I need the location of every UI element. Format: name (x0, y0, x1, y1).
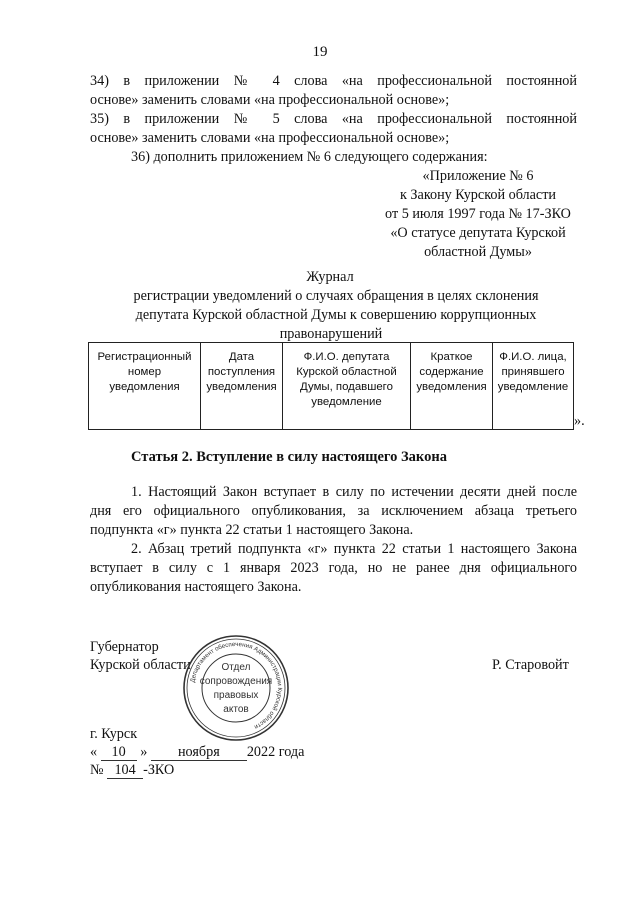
footer-number-value: 104 (107, 763, 143, 779)
paragraph-35-line-1: 35) в приложении № 5 слова «на профессиональной постоянной (90, 111, 577, 127)
article-para2-line-3: опубликования настоящего Закона. (90, 579, 302, 595)
column-header-receipt-date: Дата поступления уведомления (201, 343, 283, 430)
stamp-line-3: правовых (213, 690, 259, 701)
signature-position-line-1: Губернатор (90, 639, 159, 655)
footer-number (90, 761, 174, 779)
footer-date-close-quote: » (140, 744, 148, 760)
stamp-ring-text: Департамент обеспечения Администрации Курской области (189, 640, 284, 731)
article-para2-line-1: 2. Абзац третий подпункта «г» пункта 22 статьи 1 настоящего Закона (131, 541, 577, 557)
stamp-line-2: сопровождения (199, 676, 273, 687)
journal-subtitle-line-2: депутата Курской областной Думы к совершению коррупционных (135, 307, 537, 323)
stamp-line-4: актов (223, 704, 249, 715)
footer-number-prefix: № (90, 762, 104, 778)
appendix-header-line-1: «Приложение № 6 (422, 168, 534, 184)
stamp-line-1: Отдел (221, 662, 251, 673)
column-header-deputy-name: Ф.И.О. депутата Курской областной Думы, подавшего уведомление (283, 343, 411, 430)
footer-city: г. Курск (90, 726, 138, 742)
footer-month: ноября (151, 745, 247, 761)
article-para1-line-1: 1. Настоящий Закон вступает в силу по истечении десяти дней после (131, 484, 577, 500)
appendix-header-line-5: областной Думы» (424, 244, 532, 260)
footer-year: 2022 года (246, 744, 305, 760)
signature-position-line-2: Курской области (90, 657, 191, 673)
appendix-header-line-4: «О статусе депутата Курской (390, 225, 566, 241)
paragraph-34-line-1: 34) в приложении № 4 слова «на профессиональной постоянной (90, 73, 577, 89)
footer-number-suffix: -ЗКО (143, 762, 175, 778)
journal-subtitle-line-1: регистрации уведомлений о случаях обращения в целях склонения (133, 288, 539, 304)
footer-day: 10 (101, 745, 137, 761)
footer-date-open-quote: « (90, 744, 98, 760)
footer-date (90, 743, 304, 761)
column-header-summary: Краткое содержание уведомления (411, 343, 493, 430)
journal-title: Журнал (306, 269, 354, 285)
journal-subtitle-line-3: правонарушений (279, 326, 383, 342)
paragraph-35-line-2: основе» заменить словами «на профессиональной основе»; (90, 130, 450, 146)
column-header-receiver-name: Ф.И.О. лица, принявшего уведомление (493, 343, 574, 430)
column-header-registration-number: Регистрационный номер уведомления (89, 343, 201, 430)
appendix-header-line-3: от 5 июля 1997 года № 17-ЗКО (385, 206, 571, 222)
article-para1-line-3: подпункта «г» пункта 22 статьи 1 настоящего Закона. (90, 522, 414, 538)
table-closing-quote: ». (574, 413, 585, 429)
official-stamp-icon (182, 634, 290, 742)
article-para1-line-2: дня его официального опубликования, за исключением абзаца третьего (90, 503, 577, 519)
appendix-header-line-2: к Закону Курской области (399, 187, 557, 203)
article-heading: Статья 2. Вступление в силу настоящего Закона (131, 449, 447, 465)
paragraph-34-line-2: основе» заменить словами «на профессиональной основе»; (90, 92, 450, 108)
journal-table (88, 342, 574, 430)
table-header-row (89, 343, 574, 430)
article-para2-line-2: вступает в силу с 1 января 2023 года, но не ранее дня официального (90, 560, 577, 576)
paragraph-36-line-1: 36) дополнить приложением № 6 следующего содержания: (131, 149, 488, 165)
page-number: 19 (312, 44, 328, 60)
signature-name: Р. Старовойт (492, 657, 569, 673)
